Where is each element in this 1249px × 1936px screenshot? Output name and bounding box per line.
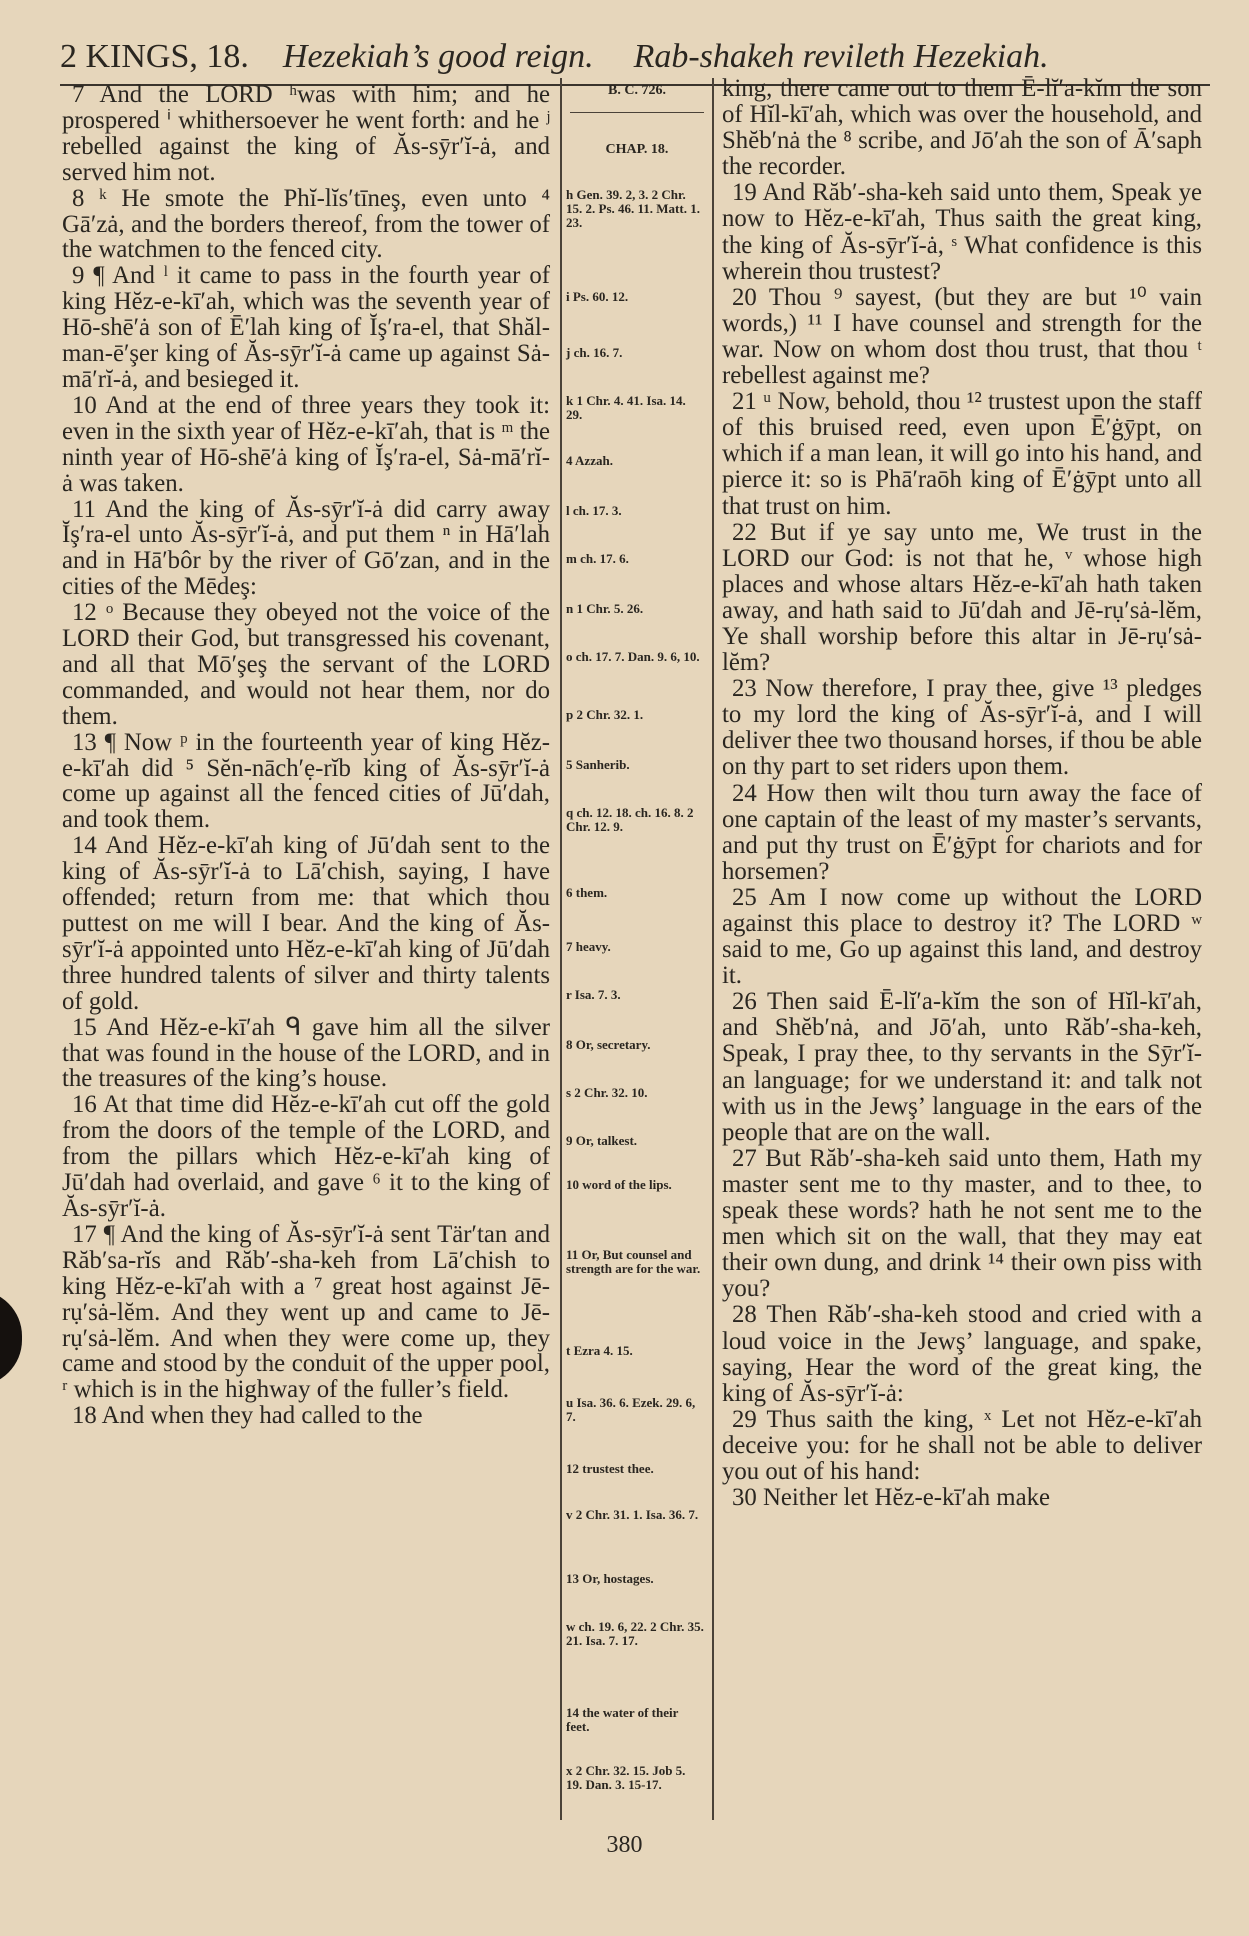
verse: 30 Neither let Hĕz-e-kī′ah make [732, 1484, 1050, 1512]
cross-reference: 8 Or, secretary. [566, 1037, 651, 1052]
verse: 23 Now therefore, I pray thee, give ¹³ pledges to my lord the king of Ăs-sȳr′ĭ-ȧ, and I will deliver thee two thousand horses, if thou be able on thy part to set riders upon them. [722, 675, 1202, 781]
verse: 15 And Hĕz-e-kī′ah ᑫ gave him all the silver that was found in the house of the LORD, and in the treasures of the king’s house. [62, 1013, 550, 1093]
right-topic-title: Rab-shakeh revileth Hezekiah. [633, 38, 1049, 75]
thumb-index-tab[interactable] [0, 1290, 22, 1386]
cross-reference: h Gen. 39. 2, 3. 2 Chr. 15. 2. Ps. 46. 11. Matt. 1. 23. [566, 187, 700, 230]
year-divider [570, 112, 704, 113]
column-divider-left [560, 78, 562, 1820]
verse: 9 ¶ And ˡ it came to pass in the fourth year of king Hĕz-e-kī′ah, which was the seventh year of Hō-shē′ȧ son of Ē′lah king of Ĭş′ra-el, that Shăl-man-ē′şer king of Ăs-sȳr′ĭ-ȧ came up against Sȧ-mā′rĭ-ȧ, and besieged it. [62, 262, 550, 393]
verse: 8 ᵏ He smote the Phĭ-lĭs′tīneş, even unto ⁴ Gā′zȧ, and the borders thereof, from the tower of the watchmen to the fenced city. [62, 184, 550, 264]
center-reference-column [566, 78, 708, 1820]
verse: king, there came out to them Ē-lĭ′a-kĭm the son of Hĭl-kī′ah, which was over the household, and Shĕb′nȧ the ⁸ scribe, and Jō′ah the son of Ā′saph the recorder. [722, 75, 1202, 181]
cross-reference: 4 Azzah. [566, 453, 613, 468]
verse: 17 ¶ And the king of Ăs-sȳr′ĭ-ȧ sent Tär′tan and Răb′sa-rĭs and Răb′-sha-keh from Lā′chish to king Hĕz-e-kī′ah with a ⁷ great host against Jē-rụ′sȧ-lĕm. And they went up and came to Jē-rụ′sȧ-lĕm. And when they were come up, they came and stood by the conduit of the upper pool, ʳ which is in the highway of the fuller’s field. [62, 1220, 550, 1404]
cross-reference: 9 Or, talkest. [566, 1133, 638, 1148]
chapter-label: CHAP. 18. [605, 142, 669, 157]
verse: 20 Thou ⁹ sayest, (but they are but ¹⁰ vain words,) ¹¹ I have counsel and strength for the war. Now on whom dost thou trust, that thou ᵗ rebellest against me? [722, 283, 1202, 390]
cross-reference: u Isa. 36. 6. Ezek. 29. 6, 7. [566, 1395, 696, 1424]
verse: 13 ¶ Now ᵖ in the fourteenth year of king Hĕz-e-kī′ah did ⁵ Sĕn-nāch′ẹ-rĭb king of Ăs-sȳr′ĭ-ȧ come up against all the fenced cities of Jū′dah, and took them. [62, 728, 550, 834]
right-text-column [722, 76, 1202, 1511]
cross-reference: s 2 Chr. 32. 10. [566, 1085, 648, 1100]
cross-reference: j ch. 16. 7. [566, 345, 623, 360]
cross-reference: 10 word of the lips. [566, 1177, 672, 1192]
verse: 26 Then said Ē-lĭ′a-kĭm the son of Hĭl-kī′ah, and Shĕb′nȧ, and Jō′ah, unto Răb′-sha-keh, Speak, I pray thee, to thy servants in the Sȳr′ĭ-an language; for we understand it: and talk not with us in the Jewş’ language in the ears of the people that are on the wall. [722, 988, 1202, 1146]
cross-reference: v 2 Chr. 31. 1. Isa. 36. 7. [566, 1507, 699, 1522]
cross-reference: m ch. 17. 6. [566, 551, 629, 566]
verse: 14 And Hĕz-e-kī′ah king of Jū′dah sent to the king of Ăs-sȳr′ĭ-ȧ to Lā′chish, saying, I have offended; return from me: that which thou puttest on me will I bear. And the king of Ăs-sȳr′ĭ-ȧ appointed unto Hĕz-e-kī′ah king of Jū′dah three hundred talents of silver and thirty talents of gold. [62, 832, 550, 1015]
cross-reference: 7 heavy. [566, 939, 611, 954]
cross-reference: w ch. 19. 6, 22. 2 Chr. 35. 21. Isa. 7. 17. [566, 1619, 704, 1648]
verse: 27 But Răb′-sha-keh said unto them, Hath my master sent me to thy master, and to thee, to speak these words? hath he not sent me to the men which sit on the wall, that they may eat their own dung, and drink ¹⁴ their own piss with you? [722, 1144, 1202, 1303]
book-chapter-title: 2 KINGS, 18. [60, 38, 249, 75]
verse: 10 And at the end of three years they took it: even in the sixth year of Hĕz-e-kī′ah, that is ᵐ the ninth year of Hō-shē′ȧ king of Ĭş′ra-el, Sȧ-mā′rĭ-ȧ was taken. [62, 391, 550, 497]
cross-reference: 11 Or, But counsel and strength are for the war. [566, 1247, 701, 1276]
verse: 22 But if ye say unto me, We trust in the LORD our God: is not that he, ᵛ whose high places and whose altars Hĕz-e-kī′ah hath taken away, and hath said to Jū′dah and Jē-rụ′sȧ-lĕm, Ye shall worship before this altar in Jē-rụ′sȧ-lĕm? [722, 518, 1202, 677]
cross-reference: 13 Or, hostages. [566, 1571, 654, 1586]
verse: 25 Am I now come up without the LORD against this place to destroy it? The LORD ʷ said to me, Go up against this land, and destroy it. [722, 883, 1202, 990]
verse: 18 And when they had called to the [72, 1402, 423, 1430]
page-number: 380 [606, 1832, 643, 1858]
verse: 28 Then Răb′-sha-keh stood and cried with a loud voice in the Jewş’ language, and spake, saying, Hear the word of the great king, the king of Ăs-sȳr′ĭ-ȧ: [722, 1301, 1202, 1407]
cross-reference: r Isa. 7. 3. [566, 987, 621, 1002]
left-topic-title: Hezekiah’s good reign. [282, 38, 594, 75]
verse: 19 And Răb′-sha-keh said unto them, Speak ye now to Hĕz-e-kī′ah, Thus saith the great king, the king of Ăs-sȳr′ĭ-ȧ, ˢ What confidence is this wherein thou trustest? [722, 179, 1202, 285]
cross-reference: 5 Sanherib. [566, 757, 630, 772]
cross-reference: 14 the water of their feet. [566, 1705, 679, 1734]
verse: 12 ᵒ Because they obeyed not the voice of the LORD their God, but transgressed his covenant, and all that Mō′şeş the servant of the LORD commanded, and would not hear them, nor do them. [62, 599, 550, 730]
cross-reference: k 1 Chr. 4. 41. Isa. 14. 29. [566, 393, 686, 422]
cross-reference: o ch. 17. 7. Dan. 9. 6, 10. [566, 649, 700, 664]
cross-reference: n 1 Chr. 5. 26. [566, 601, 644, 616]
column-divider-right [712, 78, 714, 1820]
verse: 11 And the king of Ăs-sȳr′ĭ-ȧ did carry away Ĭş′ra-el unto Ăs-sȳr′ĭ-ȧ, and put them ⁿ in Hā′lah and in Hā′bôr by the river of Gō′zan, and in the cities of the Mēdeş: [62, 495, 550, 601]
cross-reference: 6 them. [566, 885, 608, 900]
verse: 24 How then wilt thou turn away the face of one captain of the least of my master’s servants, and put thy trust on Ē′ġȳpt for chariots and for horsemen? [722, 779, 1202, 885]
verse: 16 At that time did Hĕz-e-kī′ah cut off the gold from the doors of the temple of the LORD, and from the pillars which Hĕz-e-kī′ah king of Jū′dah had overlaid, and gave ⁶ it to the king of Ăs-sȳr′ĭ-ȧ. [62, 1091, 550, 1222]
cross-reference: l ch. 17. 3. [566, 503, 622, 518]
cross-reference: q ch. 12. 18. ch. 16. 8. 2 Chr. 12. 9. [566, 805, 694, 834]
cross-reference: i Ps. 60. 12. [566, 289, 629, 304]
left-text-column [62, 82, 550, 1429]
cross-reference: x 2 Chr. 32. 15. Job 5. 19. Dan. 3. 15-17. [566, 1763, 686, 1792]
cross-reference: p 2 Chr. 32. 1. [566, 707, 644, 722]
year-note: B. C. 726. [608, 83, 666, 98]
cross-reference: 12 trustest thee. [566, 1461, 654, 1476]
verse: 21 ᵘ Now, behold, thou ¹² trustest upon the staff of this bruised reed, even upon Ē′ġȳpt, on which if a man lean, it will go into his hand, and pierce it: so is Phā′raōh king of Ē′ġȳpt unto all that trust on him. [722, 388, 1203, 520]
verse: 29 Thus saith the king, ˣ Let not Hĕz-e-kī′ah deceive you: for he shall not be able to deliver you out of his hand: [722, 1405, 1202, 1485]
verse: 7 And the LORD ʰwas with him; and he prospered ⁱ whithersoever he went forth: and he ʲ rebelled against the king of Ăs-sȳr′ĭ-ȧ, and served him not. [62, 81, 550, 186]
cross-reference: t Ezra 4. 15. [566, 1343, 633, 1358]
